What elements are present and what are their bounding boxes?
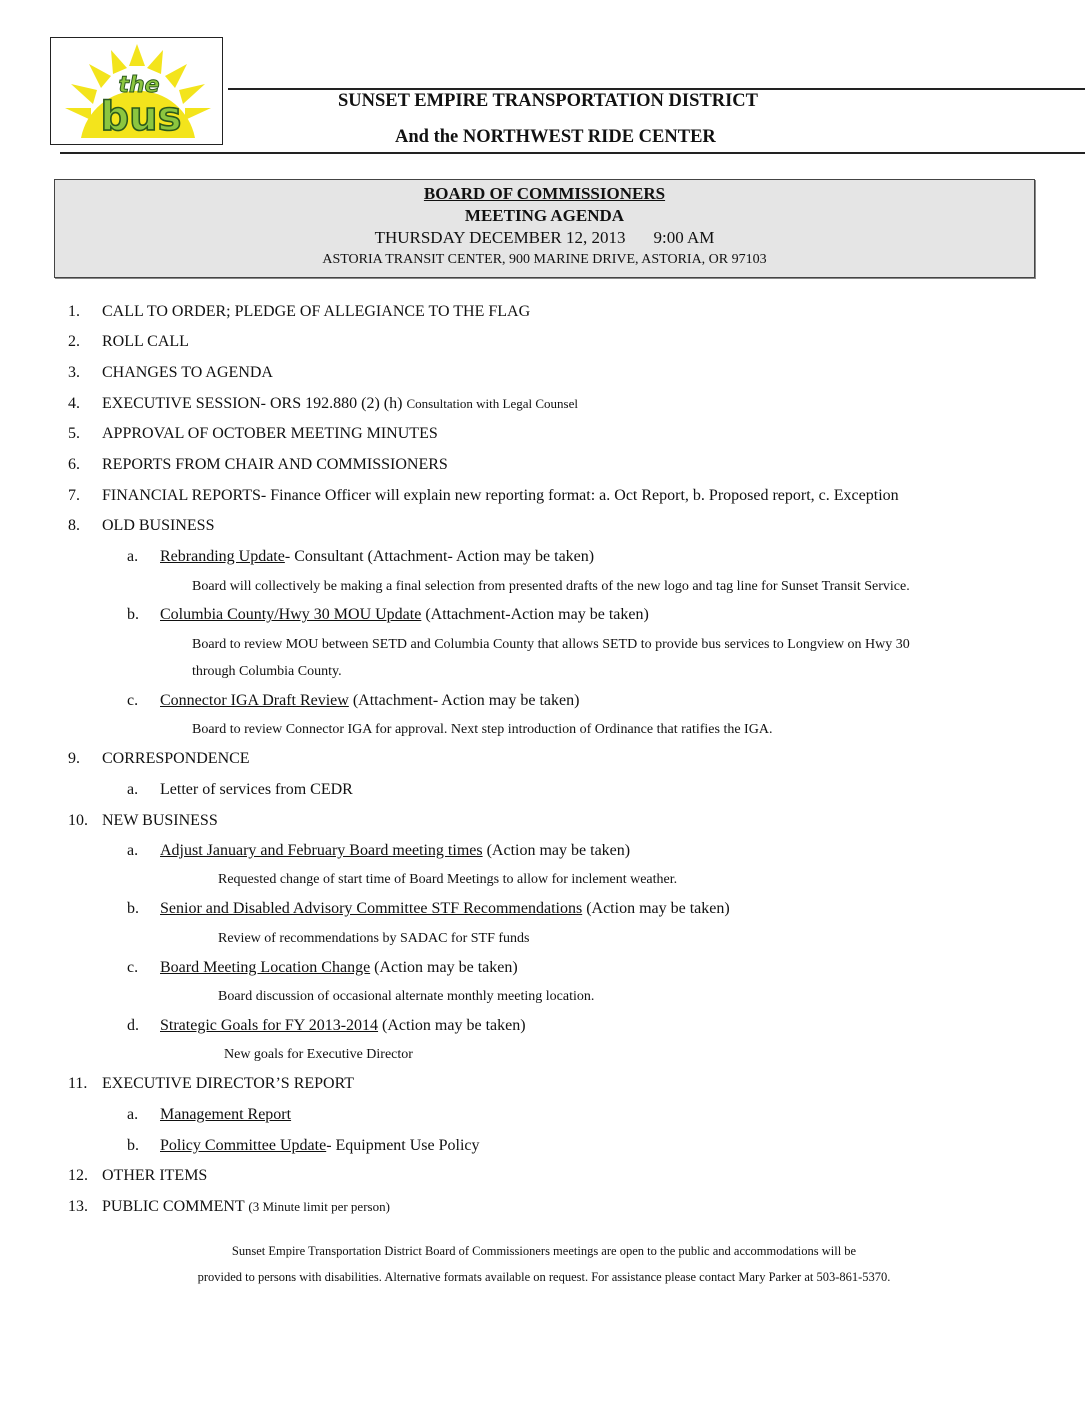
sub-item-rest: - Consultant (Attachment- Action may be taken) bbox=[284, 548, 595, 565]
sub-item-letter: a. bbox=[127, 1106, 139, 1123]
sub-item-letter: b. bbox=[127, 606, 139, 623]
org-name-line2: And the NORTHWEST RIDE CENTER bbox=[395, 127, 716, 147]
sub-item-text bbox=[160, 900, 730, 918]
sub-item-rest: - Equipment Use Policy bbox=[326, 1137, 480, 1154]
sub-item-letter: c. bbox=[127, 692, 139, 709]
sub-item-description: through Columbia County. bbox=[192, 664, 342, 679]
meeting-time: 9:00 AM bbox=[653, 228, 715, 247]
item-text: ROLL CALL bbox=[102, 333, 189, 350]
item-note: (3 Minute limit per person) bbox=[248, 1199, 390, 1214]
item-text: PUBLIC COMMENT bbox=[102, 1198, 249, 1215]
sub-item-rest: (Action may be taken) bbox=[378, 1017, 526, 1034]
banner-title: BOARD OF COMMISSIONERS bbox=[423, 184, 666, 203]
item-text: CHANGES TO AGENDA bbox=[102, 364, 273, 381]
sub-item-letter: b. bbox=[127, 900, 139, 917]
item-text: EXECUTIVE SESSION- ORS 192.880 (2) (h) bbox=[102, 395, 407, 412]
sub-item-text bbox=[160, 692, 579, 710]
logo-text-main: bus bbox=[100, 94, 182, 140]
sub-item-title: Policy Committee Update bbox=[160, 1137, 327, 1154]
org-name-line1: SUNSET EMPIRE TRANSPORTATION DISTRICT bbox=[338, 91, 758, 111]
sub-item-description: Board to review Connector IGA for approval. Next step introduction of Ordinance that ratifies the IGA. bbox=[192, 722, 773, 737]
sub-item-text bbox=[160, 1106, 291, 1124]
sun-logo-icon bbox=[51, 38, 224, 146]
item-text: CORRESPONDENCE bbox=[102, 750, 250, 767]
sub-item-text bbox=[160, 1137, 480, 1155]
sub-item-text bbox=[160, 959, 518, 977]
sub-item-rest: (Action may be taken) bbox=[582, 900, 730, 917]
sub-item-letter: a. bbox=[127, 781, 139, 798]
item-text-wrap bbox=[102, 395, 578, 413]
item-number: 13. bbox=[68, 1198, 88, 1215]
sub-item-text bbox=[160, 606, 649, 624]
sub-item-text: Letter of services from CEDR bbox=[160, 781, 353, 798]
sub-item-title: Connector IGA Draft Review bbox=[160, 692, 349, 709]
sub-item-title: Columbia County/Hwy 30 MOU Update bbox=[160, 606, 422, 623]
item-number: 7. bbox=[68, 487, 80, 504]
item-number: 4. bbox=[68, 395, 80, 412]
header-rule-bottom bbox=[60, 152, 1085, 154]
sub-item-letter: b. bbox=[127, 1137, 139, 1154]
logo bbox=[50, 37, 223, 145]
item-number: 1. bbox=[68, 303, 80, 320]
footer-line-2: provided to persons with disabilities. Alternative formats available on request. For assistance please contact Mary Parker at 503-861-5370. bbox=[197, 1270, 891, 1284]
item-number: 9. bbox=[68, 750, 80, 767]
item-number: 12. bbox=[68, 1167, 88, 1184]
sub-item-letter: d. bbox=[127, 1017, 139, 1034]
sub-item-letter: a. bbox=[127, 842, 139, 859]
sub-item-text bbox=[160, 1017, 526, 1035]
item-text: CALL TO ORDER; PLEDGE OF ALLEGIANCE TO THE FLAG bbox=[102, 303, 531, 320]
item-text: APPROVAL OF OCTOBER MEETING MINUTES bbox=[102, 425, 438, 442]
item-note: Consultation with Legal Counsel bbox=[406, 396, 578, 411]
sub-item-title: Board Meeting Location Change bbox=[160, 959, 371, 976]
sub-item-text bbox=[160, 842, 630, 860]
item-text: NEW BUSINESS bbox=[102, 812, 218, 829]
item-number: 5. bbox=[68, 425, 80, 442]
item-text: REPORTS FROM CHAIR AND COMMISSIONERS bbox=[102, 456, 448, 473]
footer-line-1: Sunset Empire Transportation District Board of Commissioners meetings are open to the public and accommodations will be bbox=[231, 1244, 857, 1258]
sub-item-description: Requested change of start time of Board Meetings to allow for inclement weather. bbox=[218, 872, 678, 887]
logo-text-top: the bbox=[118, 73, 160, 98]
item-text-wrap bbox=[102, 1198, 390, 1216]
sub-item-description: New goals for Executive Director bbox=[224, 1047, 413, 1062]
sub-item-description: Review of recommendations by SADAC for STF funds bbox=[218, 931, 530, 946]
banner-datetime bbox=[55, 226, 1034, 250]
sub-item-letter: c. bbox=[127, 959, 139, 976]
item-number: 3. bbox=[68, 364, 80, 381]
sub-item-description: Board to review MOU between SETD and Columbia County that allows SETD to provide bus services to Longview on Hwy 30 bbox=[192, 637, 910, 652]
item-number: 2. bbox=[68, 333, 80, 350]
sub-item-title: Management Report bbox=[160, 1106, 292, 1123]
item-number: 10. bbox=[68, 812, 88, 829]
header-rule-top bbox=[228, 88, 1085, 90]
banner-subtitle: MEETING AGENDA bbox=[464, 206, 625, 225]
sub-item-rest: (Action may be taken) bbox=[370, 959, 518, 976]
meeting-date: THURSDAY DECEMBER 12, 2013 bbox=[374, 228, 626, 247]
meeting-location: ASTORIA TRANSIT CENTER, 900 MARINE DRIVE, ASTORIA, OR 97103 bbox=[322, 252, 767, 267]
sub-item-rest: (Attachment-Action may be taken) bbox=[421, 606, 649, 623]
meeting-banner bbox=[54, 179, 1035, 278]
sub-item-description: Board discussion of occasional alternate monthly meeting location. bbox=[218, 989, 595, 1004]
sub-item-title: Strategic Goals for FY 2013-2014 bbox=[160, 1017, 379, 1034]
item-text: OTHER ITEMS bbox=[102, 1167, 208, 1184]
sub-item-rest: (Action may be taken) bbox=[482, 842, 631, 859]
item-text: FINANCIAL REPORTS- Finance Officer will explain new reporting format: a. Oct Report, b. Proposed report, c. Exception bbox=[102, 487, 899, 504]
sub-item-title: Adjust January and February Board meeting times bbox=[160, 842, 483, 859]
sub-item-rest: (Attachment- Action may be taken) bbox=[348, 692, 580, 709]
sub-item-title: Senior and Disabled Advisory Committee STF Recommendations bbox=[160, 900, 583, 917]
sub-item-letter: a. bbox=[127, 548, 139, 565]
item-text: EXECUTIVE DIRECTOR’S REPORT bbox=[102, 1075, 355, 1092]
sub-item-title: Rebranding Update bbox=[160, 548, 285, 565]
item-number: 8. bbox=[68, 517, 80, 534]
item-number: 6. bbox=[68, 456, 80, 473]
sub-item-description: Board will collectively be making a final selection from presented drafts of the new logo and tag line for Sunset Transit Service. bbox=[192, 579, 910, 594]
item-number: 11. bbox=[68, 1075, 88, 1092]
sub-item-text bbox=[160, 548, 594, 566]
item-text: OLD BUSINESS bbox=[102, 517, 215, 534]
